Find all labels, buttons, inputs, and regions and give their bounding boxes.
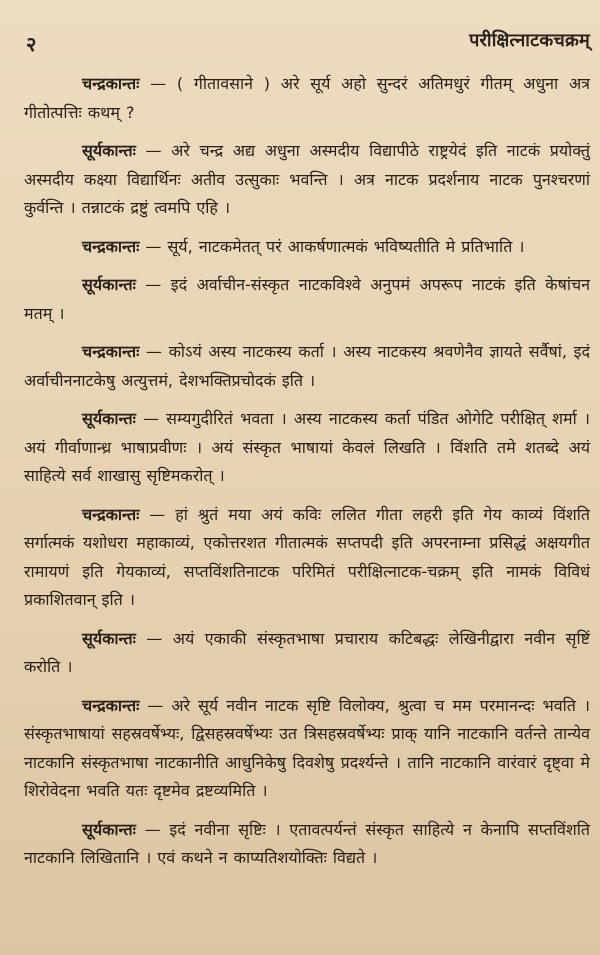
- speaker-name: सूर्यकान्तः: [82, 628, 136, 648]
- dialogue-line: — अयं एकाकी संस्कृतभाषा प्रचाराय कटिबद्धः लेखिनीद्वारा नवीन सृष्टिं करोति ।: [24, 628, 590, 676]
- dialogue-paragraph: [24, 338, 590, 395]
- speaker-name: सूर्यकान्तः: [82, 275, 136, 294]
- dialogue-paragraph: [24, 137, 590, 223]
- dialogue-paragraph: [24, 70, 590, 127]
- speaker-name: सूर्यकान्तः: [82, 141, 136, 160]
- dialogue-line: — इदं अर्वाचीन-संस्कृत नाटकविश्वे अनुपमं अपरूप नाटकं इति केषांचन मतम् ।: [24, 275, 590, 323]
- dialogue-line: — ( गीतावसाने ) अरे सूर्य अहो सुन्दरं अतिमधुरं गीतम् अधुना अत्र गीतोत्पत्तिः कथम् ?: [24, 74, 590, 122]
- speaker-name: सूर्यकान्तः: [82, 409, 136, 428]
- dialogue-paragraph: [24, 501, 590, 615]
- dialogue-paragraph: [24, 816, 590, 873]
- running-title: परीक्षित्नाटकचक्रम्: [469, 30, 590, 51]
- dialogue-line: — सूर्य, नाटकमेतत् परं आकर्षणात्मकं भविष्यतीति मे प्रतिभाति ।: [139, 236, 525, 256]
- speaker-name: चन्द्रकान्तः: [82, 236, 140, 256]
- dialogue-paragraph: [24, 692, 590, 806]
- dialogue-line: — इदं नवीना सृष्टिः । एतावत्पर्यन्तं संस्कृत साहित्ये न केनापि सप्तविंशति नाटकानि लिखितानि । एवं कथने न काप्यतिशयोक्तिः विद्यते ।: [24, 819, 590, 867]
- dialogue-line: — सम्यगुदीरितं भवता । अस्य नाटकस्य कर्ता पंडित ओगेटि परीक्षित् शर्मा । अयं गीर्वाणान्ध्र भाषाप्रवीणः । अयं संस्कृत भाषायां केवलं लिखति । विंशति तमे शतब्दे अयं साहित्ये सर्व शाखासु सृष्टिमकरोत् ।: [24, 409, 590, 485]
- dialogue-paragraph: [24, 233, 590, 262]
- speaker-name: चन्द्रकान्तः: [82, 695, 140, 715]
- dialogue-paragraph: [24, 271, 590, 328]
- speaker-name: चन्द्रकान्तः: [82, 504, 140, 524]
- page-number: २: [26, 32, 37, 56]
- dialogue-line: — अरे चन्द्र अद्य अधुना अस्मदीय विद्यापीठे राष्ट्रयेदं इति नाटकं प्रयोक्तुं अस्मदीय कक्ष्या विद्यार्थिनः अतीव उत्सुकाः भवन्ति । अत्र नाटक प्रदर्शनाय नाटक पुनश्चरणां कुर्वन्ति । तन्नाटकं द्रष्टुं त्वमपि एहि ।: [24, 141, 590, 217]
- speaker-name: चन्द्रकान्तः: [82, 342, 140, 361]
- speaker-name: सूर्यकान्तः: [82, 819, 136, 839]
- dialogue-paragraph: [24, 625, 590, 682]
- dialogue-line: — हां श्रुतं मया अयं कविः ललित गीता लहरी इति गेय काव्यं विंशति सर्गात्मकं यशोधरा महाकाव्यं, एकोत्तरशत गीतात्मकं सप्तपदी इति अपरनाम्ना प्रसिद्धं अक्षयगीत रामायणं इति गेयकाव्यं, सप्तविंशतिनाटक परिमितं परीक्षित्नाटक-चक्रम् इति नामकं विविधं प्रकाशितवान् इति ।: [24, 504, 590, 609]
- dialogue-line: — अरे सूर्य नवीन नाटक सृष्टि विलोक्य, श्रुत्वा च मम परमानन्दः भवति । संस्कृतभाषायां सहस्रवर्षेभ्यः, द्विसहस्रवर्षेभ्यः उत त्रिसहस्रवर्षेभ्यः प्राक् यानि नाटकानि वर्तन्ते तान्येव नाटकानि संस्कृतभाषा नाटकानीति आधुनिकेषु दिवशेषु प्रदर्श्यन्ते । तानि नाटकानि वारंवारं दृष्ट्वा मे शिरोवेदना भवति यतः दृष्टमेव द्रष्टव्यमिति ।: [24, 695, 590, 800]
- dialogue-text: [24, 70, 590, 883]
- speaker-name: चन्द्रकान्तः: [82, 74, 140, 93]
- dialogue-paragraph: [24, 405, 590, 491]
- page-header: [0, 26, 600, 58]
- dialogue-line: — कोऽयं अस्य नाटकस्य कर्ता । अस्य नाटकस्य श्रवणेनैव ज्ञायते सर्वैषां, इदं अर्वाचीननाटकेषु अत्युत्तमं, देशभक्तिप्रचोदकं इति ।: [24, 342, 590, 390]
